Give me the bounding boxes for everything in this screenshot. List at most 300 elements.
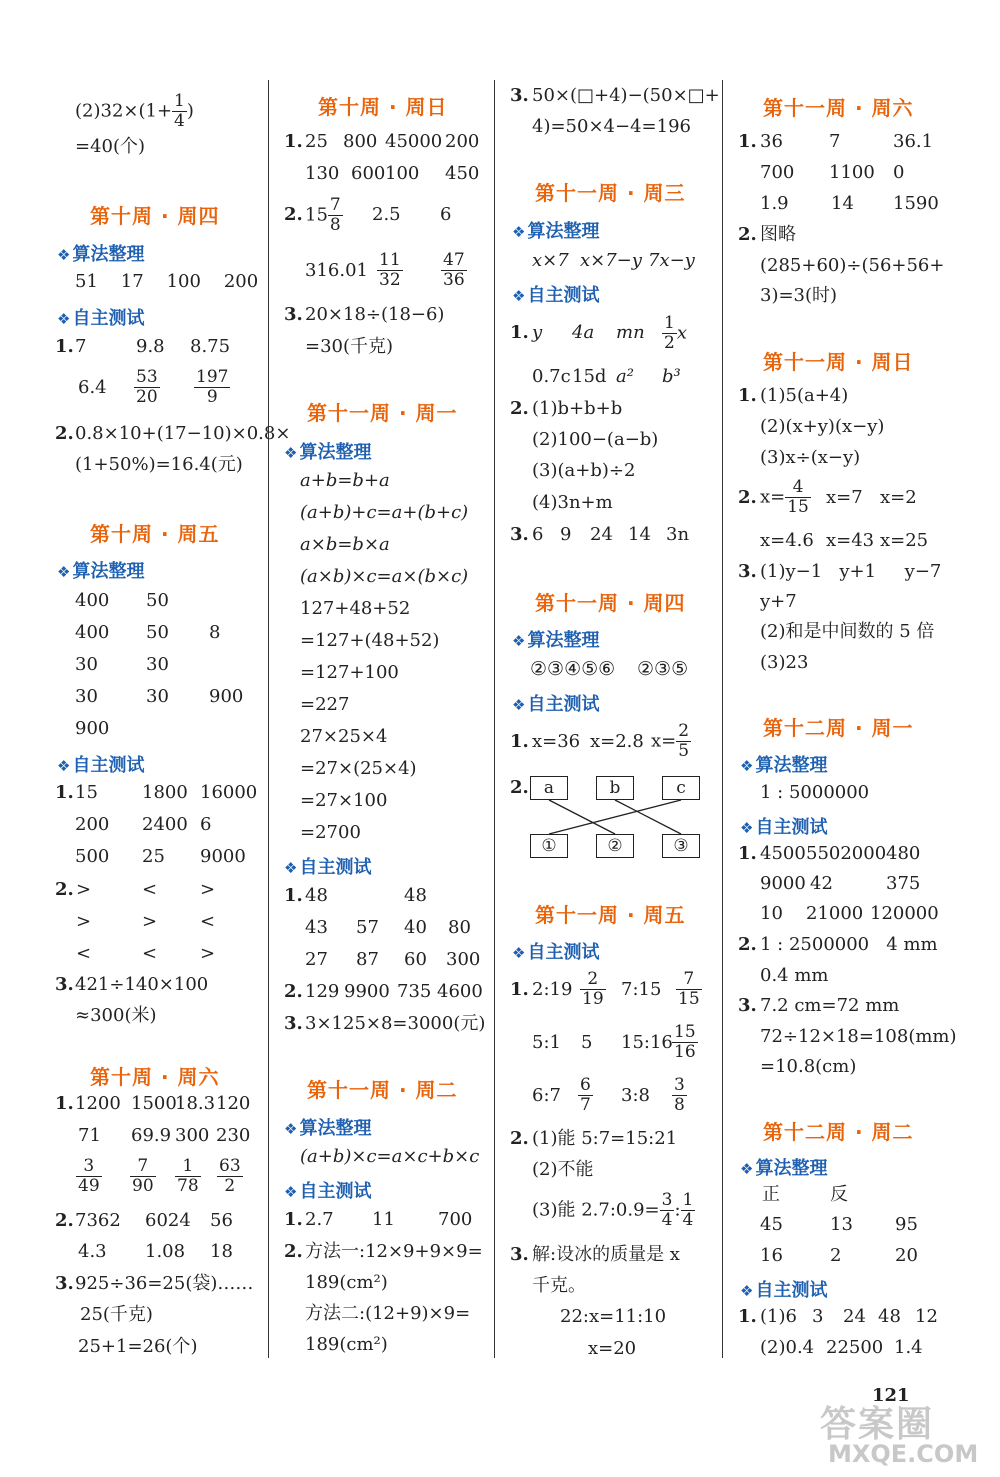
answer-value: 16000	[200, 782, 258, 803]
answer-line: (285+60)÷(56+56+	[760, 255, 945, 276]
matching-box-top: c	[662, 776, 700, 800]
answer-value: 21000	[806, 903, 864, 924]
answer-line: 50×(□+4)−(50×□+	[532, 85, 720, 106]
answer-line: (3)x÷(x−y)	[760, 447, 861, 468]
answer-line: 27×25×4	[300, 726, 388, 747]
answer-line: (3)能 2.7:0.9= $\frac{3}{4}$ : $\frac{1}{4}$	[532, 1190, 694, 1230]
matching-lines	[520, 796, 710, 838]
answer-value: 反	[830, 1184, 848, 1205]
answer-value: y	[532, 322, 543, 343]
answer-value: x=7	[826, 487, 863, 508]
answer-line: 3)=3(时)	[760, 285, 838, 306]
answer-line: (1+50%)=16.4(元)	[75, 454, 243, 475]
question-number: 2.	[738, 224, 757, 245]
answer-line: 189(cm²)	[305, 1272, 388, 1293]
answer-value: x=25	[880, 530, 929, 551]
question-number: 2.	[284, 981, 303, 1002]
answer-value: 2:19	[532, 979, 573, 1000]
answer-line: 0.4 mm	[760, 965, 829, 986]
answer-line: 方法二:(12+9)×9=	[305, 1303, 471, 1324]
answer-value: 6024	[145, 1210, 191, 1231]
answer-line: 25(千克)	[80, 1304, 153, 1325]
answer-line: a×b=b×a	[300, 534, 390, 555]
answer-value: 1100	[829, 162, 875, 183]
fraction: $\frac{7}{15}$	[678, 969, 700, 1009]
answer-value: 71	[78, 1125, 101, 1146]
answer-value: x=36	[532, 731, 581, 752]
question-number: 2.	[510, 777, 529, 798]
answer-value: >	[200, 943, 216, 964]
answer-value: 120	[216, 1093, 251, 1114]
answer-value: 60	[404, 949, 427, 970]
section-title: 第十二周 · 周一	[763, 716, 914, 740]
answer-value: 5	[581, 1032, 593, 1053]
diamond-icon: ❖	[512, 944, 526, 962]
section-title: 第十一周 · 周四	[535, 591, 686, 615]
answer-value: 48	[305, 885, 328, 906]
diamond-icon: ❖	[740, 1282, 754, 1300]
answer-line: =27×100	[300, 790, 388, 811]
answer-value: x=4.6	[760, 530, 814, 551]
diamond-icon: ❖	[284, 1183, 298, 1201]
question-number: 3.	[55, 1273, 74, 1294]
answer-value: 375	[886, 873, 921, 894]
answer-value: 1500	[131, 1093, 177, 1114]
answer-value: 24	[590, 524, 613, 545]
answer-line: (2)(x+y)(x−y)	[760, 416, 885, 437]
answer-value: 700	[760, 162, 795, 183]
watermark-url: MXQE.COM	[828, 1440, 979, 1468]
answer-value: >	[200, 879, 216, 900]
answer-value: 900	[75, 718, 110, 739]
question-number: 1.	[55, 336, 74, 357]
answer-value: 95	[895, 1214, 918, 1235]
answer-value: 300	[446, 949, 481, 970]
answer-line: x=20	[588, 1338, 637, 1359]
question-number: 3.	[510, 85, 529, 106]
question-number: 3.	[510, 524, 529, 545]
diamond-icon: ❖	[57, 246, 71, 264]
answer-value: 48	[878, 1306, 901, 1327]
question-number: 2.	[284, 1241, 303, 1262]
circled-answers: ②③⑤	[637, 658, 689, 680]
answer-value: 13	[830, 1214, 853, 1235]
answer-value: 0	[893, 162, 905, 183]
answer-value: 30	[146, 686, 169, 707]
subsection-heading: ❖ 算法整理	[740, 755, 828, 776]
answer-line: a+b=b+a	[300, 470, 390, 491]
diamond-icon: ❖	[740, 757, 754, 775]
subsection-heading: ❖ 算法整理	[57, 561, 145, 582]
question-number: 3.	[284, 304, 303, 325]
answer-line: 925÷36=25(袋)……	[75, 1273, 254, 1294]
answer-value: 400	[75, 622, 110, 643]
answer-value: 1590	[893, 193, 939, 214]
answer-value: <	[76, 943, 92, 964]
answer-value: 316.01	[305, 260, 368, 281]
section-title: 第十周 · 周六	[90, 1065, 220, 1089]
answer-value: x=2	[880, 487, 917, 508]
answer-value: x=43	[826, 530, 875, 551]
answer-value: 200	[445, 131, 480, 152]
answer-value: 48	[404, 885, 427, 906]
question-number: 1.	[510, 979, 529, 1000]
answer-value: x×7	[532, 250, 569, 271]
matching-box-top: b	[596, 776, 634, 800]
answer-value: 600	[351, 163, 386, 184]
question-number: 1.	[284, 131, 303, 152]
answer-value: 450	[445, 163, 480, 184]
section-title: 第十周 · 周五	[90, 522, 220, 546]
answer-line: =227	[300, 694, 350, 715]
answer-value: 30	[146, 654, 169, 675]
question-number: 1.	[284, 1209, 303, 1230]
answer-value: b³	[662, 366, 681, 387]
answer-value: 9900	[344, 981, 390, 1002]
answer-value: 4a	[572, 322, 595, 343]
answer-line: 4)=50×4−4=196	[532, 116, 691, 137]
answer-value: 3	[812, 1306, 824, 1327]
answer-row: 51 17 100 200	[75, 271, 259, 292]
subsection-heading: ❖ 自主测试	[284, 857, 372, 878]
answer-value: 24	[843, 1306, 866, 1327]
answer-value: 4600	[437, 981, 483, 1002]
answer-value: 8	[209, 622, 221, 643]
answer-value: 129	[305, 981, 340, 1002]
question-number: 2.	[55, 879, 74, 900]
answer-value: 6	[532, 524, 544, 545]
diamond-icon: ❖	[740, 819, 754, 837]
answer-value: 50	[146, 590, 169, 611]
answer-value: <	[142, 879, 158, 900]
answer-value: 2400	[142, 814, 188, 835]
subsection-heading: ❖ 算法整理	[740, 1158, 828, 1179]
answer-line: (2)100−(a−b)	[532, 429, 659, 450]
answer-value: 6	[440, 204, 452, 225]
answer-line: =27×(25×4)	[300, 758, 417, 779]
diamond-icon: ❖	[512, 696, 526, 714]
subsection-heading: ❖ 自主测试	[57, 308, 145, 329]
section-title: 第十一周 · 周一	[307, 401, 458, 425]
answer-value: 120000	[870, 903, 939, 924]
answer-value: 15d	[572, 366, 607, 387]
answer-line: 方法一:12×9+9×9=	[305, 1241, 483, 1262]
answer-value: 9000	[760, 873, 806, 894]
answer-line: y+7	[760, 591, 797, 612]
answer-value: 22500	[826, 1337, 884, 1358]
fraction: x= $\frac{2}{5}$	[651, 721, 690, 761]
answer-value: 42	[810, 873, 833, 894]
page-number: 121	[872, 1385, 910, 1406]
answer-value: <	[142, 943, 158, 964]
answer-value: 3n	[666, 524, 690, 545]
answer-line: 189(cm²)	[305, 1334, 388, 1355]
answer-value: 14	[628, 524, 651, 545]
subsection-heading: ❖ 自主测试	[512, 694, 600, 715]
fraction: $\frac{6}{7}$	[580, 1075, 591, 1115]
answer-value: x×7−y	[580, 250, 642, 271]
answer-line: =2700	[300, 822, 361, 843]
answer-value: x=2.8	[590, 731, 644, 752]
answer-value: 11	[372, 1209, 395, 1230]
answer-value: 4.3	[78, 1241, 107, 1262]
answer-line: 20×18÷(18−6)	[305, 304, 445, 325]
question-number: 1.	[738, 1306, 757, 1327]
answer-value: 80	[448, 917, 471, 938]
answer-line: =127+(48+52)	[300, 630, 440, 651]
answer-line: (1)y−1 y+1 y−7	[760, 561, 942, 582]
question-number: 2.	[510, 1128, 529, 1149]
question-number: 2.	[738, 487, 757, 508]
section-title: 第十二周 · 周二	[763, 1120, 914, 1144]
diamond-icon: ❖	[57, 310, 71, 328]
column-divider	[722, 80, 723, 1358]
diamond-icon: ❖	[284, 859, 298, 877]
answer-value: 45000	[385, 131, 443, 152]
answer-value: 5502000	[806, 843, 887, 864]
answer-value: 5:1	[532, 1032, 561, 1053]
diamond-icon: ❖	[284, 1120, 298, 1138]
answer-line: =10.8(cm)	[760, 1056, 857, 1077]
answer-value: 1800	[142, 782, 188, 803]
fraction: $\frac{1}{78}$	[177, 1156, 199, 1196]
answer-value: a²	[616, 366, 634, 387]
answer-value: 7:15	[621, 979, 662, 1000]
answer-line: (1)能 5:7=15:21	[532, 1128, 678, 1149]
answer-value: 700	[438, 1209, 473, 1230]
question-number: 3.	[738, 995, 757, 1016]
answer-line: 千克。	[532, 1275, 586, 1296]
matching-box-bottom: ②	[596, 834, 634, 858]
question-number: 1.	[55, 782, 74, 803]
question-number: 1.	[738, 843, 757, 864]
answer-value: 100	[385, 163, 420, 184]
question-number: 3.	[738, 561, 757, 582]
answer-line: 22:x=11:10	[560, 1306, 667, 1327]
section-title: 第十一周 · 周二	[307, 1078, 458, 1102]
question-number: 3.	[284, 1013, 303, 1034]
answer-line: (a×b)×c=a×(b×c)	[300, 566, 469, 587]
answer-value: 43	[305, 917, 328, 938]
question-number: 2.	[284, 204, 303, 225]
fraction: $\frac{197}{9}$	[196, 367, 229, 407]
answer-value: 200	[75, 814, 110, 835]
answer-value: 87	[356, 949, 379, 970]
answer-value: 130	[305, 163, 340, 184]
answer-value: 57	[356, 917, 379, 938]
answer-value: 15	[75, 782, 98, 803]
answer-value: 1.9	[760, 193, 789, 214]
answer-value: 735	[397, 981, 432, 1002]
answer-value: 4500	[760, 843, 806, 864]
answer-line: 7.2 cm=72 mm	[760, 995, 900, 1016]
answer-value: >	[142, 911, 158, 932]
subsection-heading: ❖ 自主测试	[284, 1181, 372, 1202]
section-title: 第十周 · 周四	[90, 204, 220, 228]
subsection-heading: ❖ 自主测试	[740, 817, 828, 838]
answer-value: 7362	[75, 1210, 121, 1231]
answer-value: 400	[75, 590, 110, 611]
answer-value: 1.4	[894, 1337, 923, 1358]
answer-value: 40	[404, 917, 427, 938]
answer-value: 480	[886, 843, 921, 864]
answer-value: 900	[209, 686, 244, 707]
matching-box-bottom: ①	[530, 834, 568, 858]
question-number: 2.	[55, 1210, 74, 1231]
answer-value: mn	[616, 322, 645, 343]
answer-value: 300	[175, 1125, 210, 1146]
answer-value: 14	[831, 193, 854, 214]
fraction: $\frac{15}{16}$	[674, 1022, 696, 1062]
answer-line: 25+1=26(个)	[78, 1336, 198, 1357]
question-number: 3.	[55, 974, 74, 995]
circled-answers: ②③④⑤⑥	[530, 658, 616, 680]
answer-value: (2)0.4	[760, 1337, 815, 1358]
section-title: 第十周 · 周日	[318, 95, 448, 119]
question-number: 1.	[510, 322, 529, 343]
answer-value: 30	[75, 686, 98, 707]
fraction: $\frac{1}{2}$ x	[664, 313, 687, 353]
diamond-icon: ❖	[512, 632, 526, 650]
answer-line: 解:设冰的质量是 x	[532, 1244, 680, 1265]
answer-value: 7	[75, 336, 87, 357]
answer-line: (a+b)+c=a+(b+c)	[300, 502, 469, 523]
watermark-logo: 答案圈	[820, 1404, 935, 1445]
answer-value: 50	[146, 622, 169, 643]
answer-line: =30(千克)	[305, 336, 394, 357]
answer-value: 8.75	[190, 336, 231, 357]
answer-value: 0.7c	[532, 366, 571, 387]
diamond-icon: ❖	[512, 223, 526, 241]
question-number: 1.	[284, 885, 303, 906]
answer-line: (3)(a+b)÷2	[532, 460, 636, 481]
answer-value: 12	[915, 1306, 938, 1327]
section-title: 第十一周 · 周六	[763, 96, 914, 120]
answer-value: 1 : 5000000	[760, 782, 870, 803]
answer-value: 6	[200, 814, 212, 835]
answer-value: 9	[560, 524, 572, 545]
answer-value: 7	[829, 131, 841, 152]
answer-value: 16	[760, 1245, 783, 1266]
answer-value: 7x−y	[648, 250, 695, 271]
diamond-icon: ❖	[57, 757, 71, 775]
answer-line: (1)b+b+b	[532, 398, 623, 419]
diamond-icon: ❖	[57, 563, 71, 581]
answer-value: 20	[895, 1245, 918, 1266]
answer-value: 2.7	[305, 1209, 334, 1230]
answer-line: 图略	[760, 224, 796, 245]
subsection-heading: ❖ 算法整理	[512, 630, 600, 651]
question-number: 1.	[55, 1093, 74, 1114]
answer-value: 230	[216, 1125, 251, 1146]
question-number: 2.	[510, 398, 529, 419]
column-divider	[268, 80, 269, 1358]
answer-value: 3:8	[621, 1085, 650, 1106]
subsection-heading: ❖ 自主测试	[740, 1280, 828, 1301]
answer-line: 72÷12×18=108(mm)	[760, 1026, 957, 1047]
answer-line: (1)5(a+4)	[760, 385, 849, 406]
answer-value: 500	[75, 846, 110, 867]
subsection-heading: ❖ 算法整理	[57, 244, 145, 265]
answer-value: 56	[210, 1210, 233, 1231]
answer-value: >	[76, 911, 92, 932]
answer-value: (1)6	[760, 1306, 797, 1327]
answer-value: 18	[210, 1241, 233, 1262]
answer-value: 6:7	[532, 1085, 561, 1106]
subsection-heading: ❖ 算法整理	[512, 221, 600, 242]
answer-line: 0.8×10+(17−10)×0.8×	[75, 423, 291, 444]
answer-line: 1 : 2500000 4 mm	[760, 934, 938, 955]
answer-value: 69.9	[131, 1125, 172, 1146]
answer-value: 36	[760, 131, 783, 152]
fraction: $\frac{2}{19}$	[582, 969, 604, 1009]
section-title: 第十一周 · 周五	[535, 903, 686, 927]
mixed-number: 15 $\frac{7}{8}$	[305, 195, 341, 235]
answer-value: 9000	[200, 846, 246, 867]
answer-line: (2)32×(1+ $\frac{1}{4}$ )	[75, 91, 194, 131]
subsection-heading: ❖ 算法整理	[284, 1118, 372, 1139]
answer-line: (3)23	[760, 652, 809, 673]
subsection-heading: ❖ 自主测试	[512, 285, 600, 306]
fraction: $\frac{63}{2}$	[219, 1156, 241, 1196]
diamond-icon: ❖	[740, 1160, 754, 1178]
matching-box-top: a	[530, 776, 568, 800]
section-title: 第十一周 · 周三	[535, 181, 686, 205]
answer-value: 1.08	[145, 1241, 186, 1262]
answer-line: (2)不能	[532, 1159, 594, 1180]
answer-value: 25	[305, 131, 328, 152]
answer-value: 45	[760, 1214, 783, 1235]
answer-line: =40(个)	[75, 136, 146, 157]
question-number: 3.	[510, 1244, 529, 1265]
subsection-heading: ❖ 算法整理	[284, 442, 372, 463]
column-divider	[494, 80, 495, 1358]
question-number: 1.	[510, 731, 529, 752]
fraction: x= $\frac{4}{15}$	[760, 477, 809, 517]
question-number: 2.	[55, 423, 74, 444]
answer-value: 9.8	[136, 336, 165, 357]
answer-value: 36.1	[893, 131, 934, 152]
subsection-heading: ❖ 自主测试	[512, 942, 600, 963]
answer-value: 25	[142, 846, 165, 867]
answer-value: 18.3	[175, 1093, 216, 1114]
answer-value: >	[76, 879, 92, 900]
fraction: $\frac{7}{90}$	[132, 1156, 154, 1196]
answer-value: <	[200, 911, 216, 932]
fraction: $\frac{53}{20}$	[136, 367, 158, 407]
fraction: $\frac{47}{36}$	[443, 250, 465, 290]
answer-value: 正	[762, 1184, 780, 1205]
answer-line: =127+100	[300, 662, 399, 683]
fraction: $\frac{3}{8}$	[674, 1075, 685, 1115]
fraction: $\frac{3}{49}$	[78, 1156, 100, 1196]
answer-line: (2)和是中间数的 5 倍	[760, 621, 935, 642]
answer-line: 421÷140×100	[75, 974, 209, 995]
question-number: 1.	[738, 385, 757, 406]
question-number: 1.	[738, 131, 757, 152]
answer-line: 127+48+52	[300, 598, 411, 619]
fraction: $\frac{11}{32}$	[379, 250, 401, 290]
question-number: 2.	[738, 934, 757, 955]
answer-value: 2	[830, 1245, 842, 1266]
answer-value: 1200	[75, 1093, 121, 1114]
answer-value: 2.5	[372, 204, 401, 225]
answer-line: 3×125×8=3000(元)	[305, 1013, 486, 1034]
answer-value: 27	[305, 949, 328, 970]
diamond-icon: ❖	[512, 287, 526, 305]
diamond-icon: ❖	[284, 444, 298, 462]
answer-value: 30	[75, 654, 98, 675]
